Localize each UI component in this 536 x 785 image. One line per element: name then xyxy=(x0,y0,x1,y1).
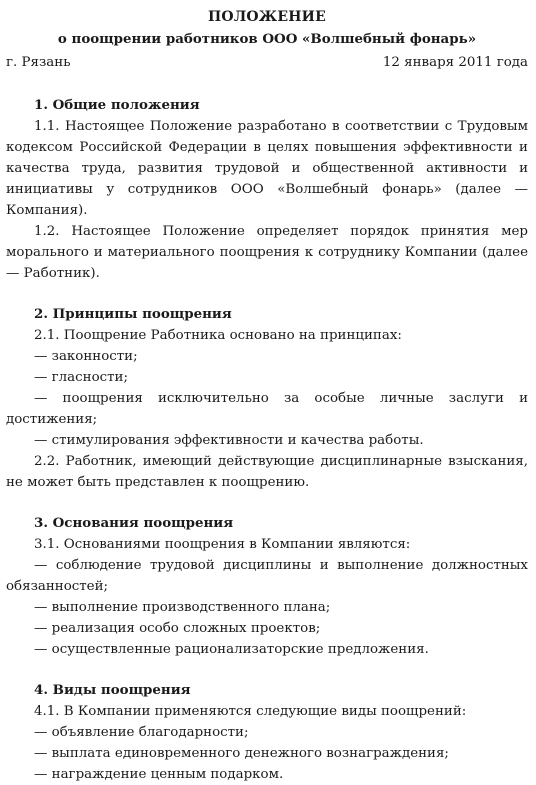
list-item: — награждение ценным подарком. xyxy=(34,767,284,782)
section-general xyxy=(6,95,528,284)
section-grounds xyxy=(6,513,528,660)
section-principles xyxy=(6,304,528,493)
city-label: г. Рязань xyxy=(6,55,71,70)
list-item: — реализация особо сложных проектов; xyxy=(34,621,321,636)
list-item: — гласности; xyxy=(34,370,128,385)
place-date-line xyxy=(6,52,528,73)
list-item: — поощрения исключительно за особые личные заслуги и достижения; xyxy=(6,391,528,427)
paragraph: 2.1. Поощрение Работника основано на принципах: xyxy=(34,328,402,343)
list-item: — соблюдение трудовой дисциплины и выполнение должностных обязанностей; xyxy=(6,558,528,594)
section-title: 2. Принципы поощрения xyxy=(34,306,232,322)
section-title: 3. Основания поощрения xyxy=(34,515,234,531)
paragraph: 2.2. Работник, имеющий действующие дисциплинарные взыскания, не может быть представлен к поощрению. xyxy=(6,454,528,490)
date-label: 12 января 2011 года xyxy=(382,55,528,70)
paragraph: 3.1. Основаниями поощрения в Компании являются: xyxy=(34,537,411,552)
list-item: — осуществленные рационализаторские предложения. xyxy=(34,642,429,657)
document-title: ПОЛОЖЕНИЕ xyxy=(208,9,326,25)
section-types xyxy=(6,680,528,785)
list-item: — законности; xyxy=(34,349,138,364)
paragraph: 4.1. В Компании применяются следующие виды поощрений: xyxy=(34,704,467,719)
document xyxy=(6,0,528,785)
section-title: 1. Общие положения xyxy=(34,97,200,113)
list-item: — стимулирования эффективности и качества работы. xyxy=(34,433,424,448)
paragraph: 1.2. Настоящее Положение определяет порядок принятия мер морального и материального поощрения к сотруднику Компании (далее — Работник). xyxy=(6,224,528,281)
list-item: — объявление благодарности; xyxy=(34,725,249,740)
document-subtitle: о поощрении работников ООО «Волшебный фонарь» xyxy=(57,31,477,47)
section-title: 4. Виды поощрения xyxy=(34,682,191,698)
paragraph: 1.1. Настоящее Положение разработано в соответствии с Трудовым кодексом Российской Федерации в целях повышения эффективности и качества труда, развития трудовой и общественной активности и инициативы у сотрудников ООО «Волшебный фонарь» (далее — Компания). xyxy=(6,119,528,218)
list-item: — выплата единовременного денежного вознаграждения; xyxy=(34,746,449,761)
list-item: — выполнение производственного плана; xyxy=(34,600,331,615)
